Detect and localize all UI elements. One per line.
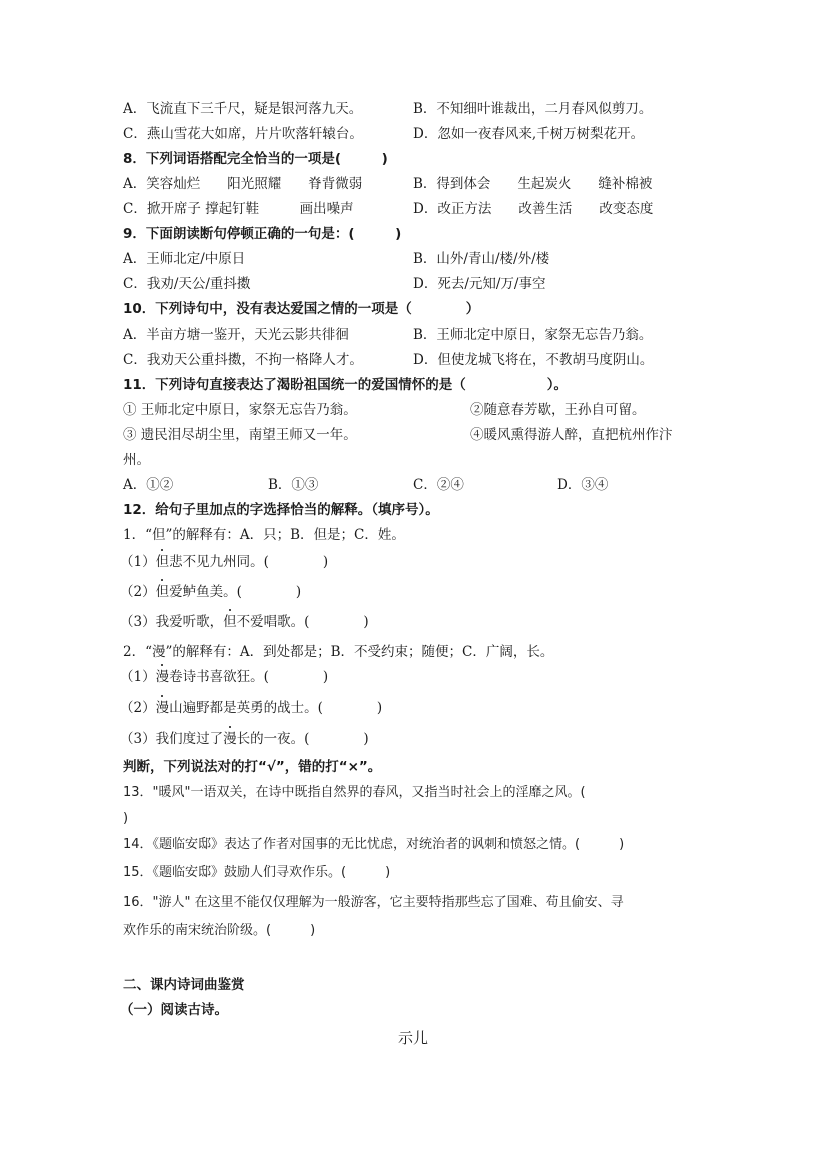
- q12-part2-item: [120, 699, 382, 717]
- q10-option-d: D．但使龙城飞将在，不教胡马度阴山。: [413, 352, 654, 368]
- item-rest: 卷诗书喜欲狂。( ): [169, 669, 329, 685]
- q8-option-d: D．改正方法 改善生活 改变态度: [413, 201, 654, 217]
- q10-option-c: C．我劝天公重抖擞，不拘一格降人才。: [123, 352, 363, 368]
- item-rest: 山遍野都是英勇的战士。( ): [169, 700, 383, 716]
- item-rest: 不爱唱歌。( ): [236, 614, 369, 630]
- judge-q16: 16．"游人" 在这里不能仅仅理解为一般游客，它主要特指那些忘了国难、苟且偷安、寻: [123, 895, 624, 910]
- item-prefix: （2）: [120, 700, 156, 716]
- q8-option-c: C．掀开席子 撑起钉鞋 画出噪声: [123, 201, 354, 217]
- q11-option-b: B．①③: [268, 477, 319, 493]
- q12-part1-item: [120, 613, 369, 631]
- q10-option-b: B．王师北定中原日，家祭无忘告乃翁。: [413, 327, 653, 343]
- q10-stem: 10．下列诗句中，没有表达爱国之情的一项是（ ）: [123, 301, 480, 317]
- item-prefix: （3）我们度过了: [120, 731, 224, 747]
- q11-option-a: A．①②: [123, 477, 174, 493]
- q8-option-a: A．笑容灿烂 阳光照耀 脊背微弱: [123, 176, 363, 192]
- q11-item-4-cont: 州。: [123, 452, 150, 468]
- item-rest: 长的一夜。( ): [236, 731, 369, 747]
- q9-option-d: D．死去/元知/万/事空: [413, 276, 546, 292]
- q11-option-c: C．②④: [413, 477, 464, 493]
- q11-item-2: ②随意春芳歇，王孙自可留。: [470, 402, 646, 418]
- q9-option-a: A．王师北定/中原日: [123, 251, 246, 267]
- q7-option-c: C．燕山雪花大如席，片片吹落轩辕台。: [123, 126, 363, 142]
- q11-stem: 11．下列诗句直接表达了渴盼祖国统一的爱国情怀的是（ ）。: [123, 377, 568, 393]
- q8-stem: 8．下列词语搭配完全恰当的一项是( ): [123, 151, 388, 167]
- q7-option-d: D．忽如一夜春风来,千树万树梨花开。: [413, 126, 645, 142]
- q11-item-1: ① 王师北定中原日，家祭无忘告乃翁。: [123, 402, 357, 418]
- q11-option-d: D．③④: [557, 477, 609, 493]
- judge-q14: 14．《题临安邸》表达了作者对国事的无比忧虑，对统治者的讽刺和愤怒之情。( ): [123, 837, 625, 852]
- q12-stem: 12．给句子里加点的字选择恰当的解释。（填序号）。: [123, 502, 439, 518]
- item-rest: 爱鲈鱼美。( ): [169, 584, 302, 600]
- q9-option-b: B．山外/青山/楼/外/楼: [413, 251, 550, 267]
- item-prefix: （2）: [120, 584, 156, 600]
- judge-q13: 13．"暖风"一语双关，在诗中既指自然界的春风，又指当时社会上的淫靡之风。(: [123, 785, 586, 800]
- item-prefix: （3）我爱听歌，: [120, 614, 224, 630]
- section2-subheading: （一）阅读古诗。: [120, 1002, 228, 1018]
- dotted-char: 漫: [223, 731, 237, 747]
- q12-part2-item: [120, 668, 328, 686]
- q12-part2-item: [120, 730, 369, 748]
- q12-part1-item: [120, 553, 328, 571]
- q11-item-3: ③ 遗民泪尽胡尘里，南望王师又一年。: [123, 427, 357, 443]
- q7-option-a: A．飞流直下三千尺，疑是银河落九天。: [123, 101, 363, 117]
- poem-title: 示儿: [397, 1029, 428, 1047]
- q8-option-b: B．得到体会 生起炭火 缝补棉被: [413, 176, 653, 192]
- q12-part2-intro: 2．“漫”的解释有：A．到处都是；B．不受约束；随便；C．广阔，长。: [123, 644, 554, 660]
- dotted-char: 漫: [155, 700, 170, 716]
- judge-q15: 15．《题临安邸》鼓励人们寻欢作乐。( ): [123, 865, 391, 880]
- q7-option-b: B．不知细叶谁裁出，二月春风似剪刀。: [413, 101, 653, 117]
- section2-heading: 二、课内诗词曲鉴赏: [123, 977, 245, 993]
- dotted-char: 漫: [155, 669, 170, 685]
- judge-heading: 判断，下列说法对的打“√”，错的打“×”。: [123, 759, 382, 775]
- judge-q13-cont: ): [123, 811, 129, 826]
- dotted-char: 但: [223, 614, 237, 630]
- judge-q16-cont: 欢作乐的南宋统治阶级。( ): [123, 923, 316, 938]
- q12-part1-intro: 1．“但”的解释有：A．只；B．但是；C．姓。: [123, 527, 405, 543]
- dotted-char: 但: [155, 554, 170, 570]
- q9-option-c: C．我劝/天公/重抖擞: [123, 276, 251, 292]
- q12-part1-item: [120, 583, 301, 601]
- dotted-char: 但: [155, 584, 170, 600]
- item-prefix: （1）: [120, 669, 156, 685]
- q10-option-a: A．半亩方塘一鉴开，天光云影共徘徊: [123, 327, 349, 343]
- q11-item-4: ④暖风熏得游人醉，直把杭州作汴: [470, 427, 673, 443]
- item-prefix: （1）: [120, 554, 156, 570]
- item-rest: 悲不见九州同。( ): [169, 554, 329, 570]
- q9-stem: 9．下面朗读断句停顿正确的一句是：( ): [123, 226, 402, 242]
